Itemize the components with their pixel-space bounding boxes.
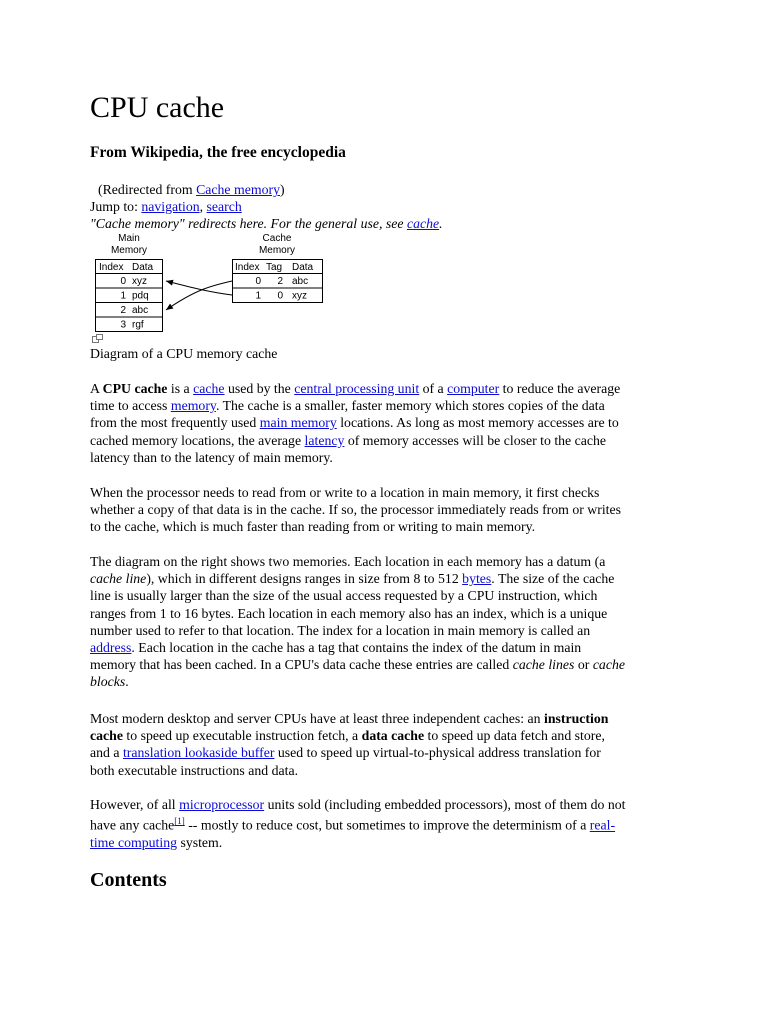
paragraph-independent-caches: Most modern desktop and server CPUs have at least three independent caches: an instruction cache to speed up executable instruction fetch, a data cache to speed up data fetch and store, and a translation lookaside buffer used to speed up virtual-to-physical address translation for both executable instructions and data. [90,711,609,778]
main-memory-label-2: Memory [110,245,148,256]
real-time-computing-link-cont[interactable]: time computing [90,835,177,850]
cpu-cache-diagram [90,230,330,345]
cache-header-data: Data [292,262,314,273]
paragraph-diagram-explanation: The diagram on the right shows two memories. Each location in each memory has a datum (a cache line), which in different designs ranges in size from 8 to 512 bytes. The size of the cache line is usually larger than the size of the usual access requested by a CPU instruction, which ranges from 1 to 16 bytes. Each location in each memory also has an index, which is a unique number used to refer to that location. The index for a location in main memory is called an address. Each location in the cache has a tag that contains the index of the datum in main memory that has been cached. In a CPU's data cache these entries are called cache lines or cache blocks. [90,554,625,690]
main-row-data: abc [132,305,149,316]
term-cpu-cache: CPU cache [102,381,168,396]
jump-separator: , [199,199,207,214]
paragraph-microprocessors: However, of all microprocessor units sold (including embedded processors), most of them do not have any cache[1] -- mostly to reduce cost, but sometimes to improve the determinism of a real- time computing system. [90,797,626,850]
main-row-data: xyz [132,276,147,287]
enlarge-icon[interactable] [93,335,103,343]
cache-memory-link[interactable]: Cache memory [196,182,280,197]
cache-row-index: 0 [255,276,261,287]
main-row-index: 0 [120,276,126,287]
main-header-index: Index [99,262,124,273]
redirect-note [98,181,285,198]
paragraph-read-write: When the processor needs to read from or write to a location in main memory, it first checks whether a copy of that data is in the cache. If so, the processor immediately reads from or writes to the cache, which is much faster than reading from or writing to main memory. [90,485,621,535]
main-row-index: 3 [120,319,126,331]
bytes-link[interactable]: bytes [462,571,492,587]
cache-link[interactable]: cache [193,381,225,396]
main-row-data: pdq [132,290,149,302]
reference-1-link[interactable]: [1] [174,816,185,827]
hatnote-text: "Cache memory" redirects here. For the general use, see [90,216,407,231]
computer-link[interactable]: computer [447,381,500,396]
cache-row-tag: 0 [277,290,283,302]
main-row-data: rgf [132,319,144,331]
main-row-index: 1 [120,290,126,302]
search-link[interactable]: search [206,199,242,214]
cache-general-link[interactable]: cache [406,216,440,231]
jump-prefix: Jump to: [90,199,142,214]
central-processing-unit-link[interactable]: central processing unit [294,381,420,396]
address-link[interactable]: address [90,640,132,656]
cache-memory-label-1: Cache [262,233,292,244]
main-memory-link[interactable]: main memory [259,415,337,431]
cache-header-index: Index [235,262,260,273]
page-subtitle: From Wikipedia, the free encyclopedia [90,144,346,161]
navigation-link[interactable]: navigation [141,199,200,214]
contents-heading: Contents [90,869,167,891]
cache-header-tag: Tag [266,262,283,273]
cache-row-index: 1 [255,290,261,302]
memory-link[interactable]: memory [170,398,216,414]
redirect-prefix: (Redirected from [98,182,197,197]
latency-link[interactable]: latency [304,432,345,448]
paragraph-intro: A CPU cache is a cache used by the central processing unit of a computer to reduce the average time to access memory. The cache is a smaller, faster memory which stores copies of the data from the most frequently used main memory locations. As long as most memory accesses are to cached memory locations, the average latency of memory accesses will be closer to the cache latency than to the latency of main memory. [90,381,621,465]
translation-lookaside-buffer-link[interactable]: translation lookaside buffer [122,745,275,761]
cache-row-tag: 2 [277,276,283,287]
main-memory-label-1: Main [118,233,140,244]
cache-row-data: xyz [292,290,307,302]
cache-row-data: abc [292,276,309,287]
jump-to-bar [90,198,242,215]
cache-memory-label-2: Memory [258,245,296,256]
main-row-index: 2 [120,305,126,316]
hatnote-end: . [439,216,443,231]
arrow-cache0-to-main2 [166,281,232,310]
page-title: CPU cache [90,91,225,124]
redirect-suffix: ) [279,182,285,197]
microprocessor-link[interactable]: microprocessor [179,797,265,812]
real-time-computing-link[interactable]: real- [589,817,616,833]
diagram-caption: Diagram of a CPU memory cache [90,346,278,361]
main-header-data: Data [132,262,154,273]
